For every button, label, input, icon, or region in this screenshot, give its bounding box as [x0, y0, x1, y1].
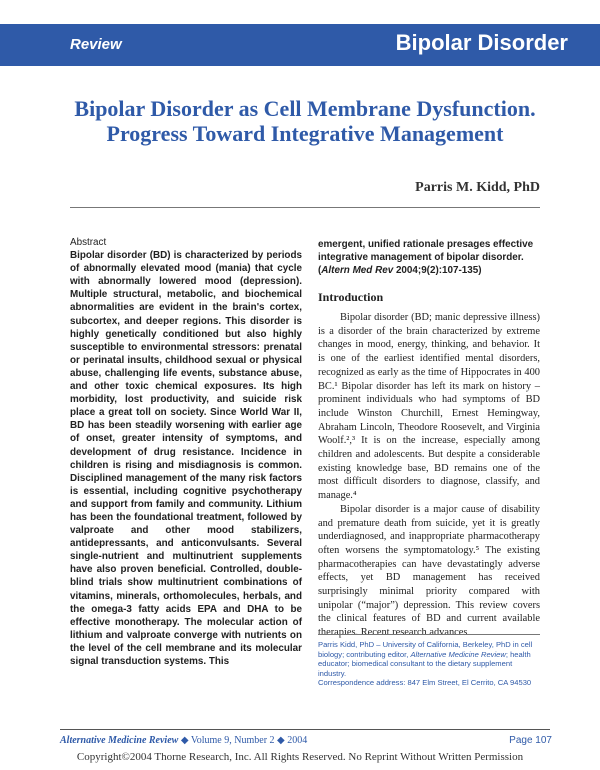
footer-volume: ◆ Volume 9, Number 2 ◆ 2004 — [180, 735, 308, 746]
abstract-column — [70, 236, 302, 668]
author-name: Parris M. Kidd, PhD — [415, 180, 540, 195]
intro-paragraph-2: Bipolar disorder is a major cause of disability and premature death from suicide, yet it is greatly underdiagnosed, and inappropriate pharmacotherapy often worsens the symptomatology.⁵ The existing pharmacotherapies can have devastatingly adverse effects, yet BD management has received surprisingly minimal priority compared with unipolar (“major”) depression. This review covers the clinical features of BD and current available therapies. Recent research advances — [318, 503, 540, 639]
citation-journal: Altern Med Rev — [321, 265, 394, 277]
abstract-label: Abstract — [70, 237, 107, 248]
citation-details: 2004;9(2):107-135) — [395, 265, 482, 277]
abstract-continuation-text: emergent, unified rationale presages effective integrative management of bipolar disorder. — [318, 239, 534, 264]
footnote-affiliation-suffix: ; health educator; biomedical consultant to the dietary supplement industry. — [318, 649, 531, 678]
footer-journal: Alternative Medicine Review — [60, 735, 179, 746]
footer-journal-info — [60, 735, 307, 746]
abstract-continuation: emergent, unified rationale presages effective integrative management of bipolar disorder. (Altern Med Rev 2004;9(2):107-135) — [318, 239, 534, 277]
topic-label: Bipolar Disorder — [395, 30, 568, 55]
footer-divider — [60, 729, 550, 730]
section-label: Review — [70, 36, 122, 53]
footnote-journal: Alternative Medicine Review — [410, 649, 506, 659]
intro-paragraph-1: Bipolar disorder (BD; manic depressive illness) is a disorder of the brain characterized by extreme changes in mood, energy, thinking, and behavior. It is one of the earliest identified mental disorders, recognized as early as the time of Hippocrates in 400 BC.¹ Bipolar disorder has left its mark on history – prominent individuals who had symptoms of BD include Winston Churchill, Ernest Hemingway, Abraham Lincoln, Theodore Roosevelt, and Virginia Woolf.²,³ It is on the increase, especially among children and adolescents. But despite a considerable existing knowledge base, BD remains one of the most difficult disorders to diagnose, classify, and manage.⁴ — [318, 311, 540, 502]
footnote-affiliation: Parris Kidd, PhD – University of California, Berkeley, PhD in cell biology; contributing editor, — [318, 640, 533, 659]
section-banner — [0, 24, 600, 66]
copyright-notice: Copyright©2004 Thorne Research, Inc. All Rights Reserved. No Reprint Without Written Permission — [76, 751, 524, 763]
author-footnote — [318, 640, 540, 688]
right-column — [318, 238, 540, 640]
title-divider — [70, 207, 540, 208]
page-number: Page 107 — [509, 735, 552, 746]
footnote-divider — [318, 634, 540, 635]
introduction-heading: Introduction — [318, 290, 384, 305]
article-title: Bipolar Disorder as Cell Membrane Dysfunction. Progress Toward Integrative Management — [74, 96, 536, 146]
footnote-correspondence: Correspondence address: 847 Elm Street, El Cerrito, CA 94530 — [318, 678, 532, 688]
abstract-text: Bipolar disorder (BD) is characterized by periods of abnormally elevated mood (mania) that cycle with abnormally lowered mood (depression). Multiple structural, metabolic, and biochemical abnormalities are evident in the brain's cortex, subcortex, and deeper regions. This disorder is highly genetically conditioned but also highly susceptible to environmental stressors: prenatal or perinatal insults, childhood sexual or physical abuse, challenging life events, substance abuse, and other toxic chemical exposures. Its high morbidity, lost productivity, and suicide risk place a great toll on society. Since World War II, BD has been steadily worsening with earlier age of onset, greater intensity of symptoms, and development of drug resistance. Incidence in children is rising and misdiagnosis is common. Disciplined management of the many risk factors is essential, including cognitive psychotherapy and support from family and community. Lithium has been the foundational treatment, followed by valproate and other mood stabilizers, antidepressants, and anticonvulsants. Several single-nutrient and multinutrient supplements have also proven beneficial. Controlled, double-blind trials show multinutrient combinations of vitamins, minerals, orthomolecules, herbals, and the omega-3 fatty acids EPA and DHA to be effective monotherapy. The molecular action of lithium and valproate converge with nutrients on the level of the cell membrane and its molecular signal transduction systems. This — [70, 250, 302, 667]
